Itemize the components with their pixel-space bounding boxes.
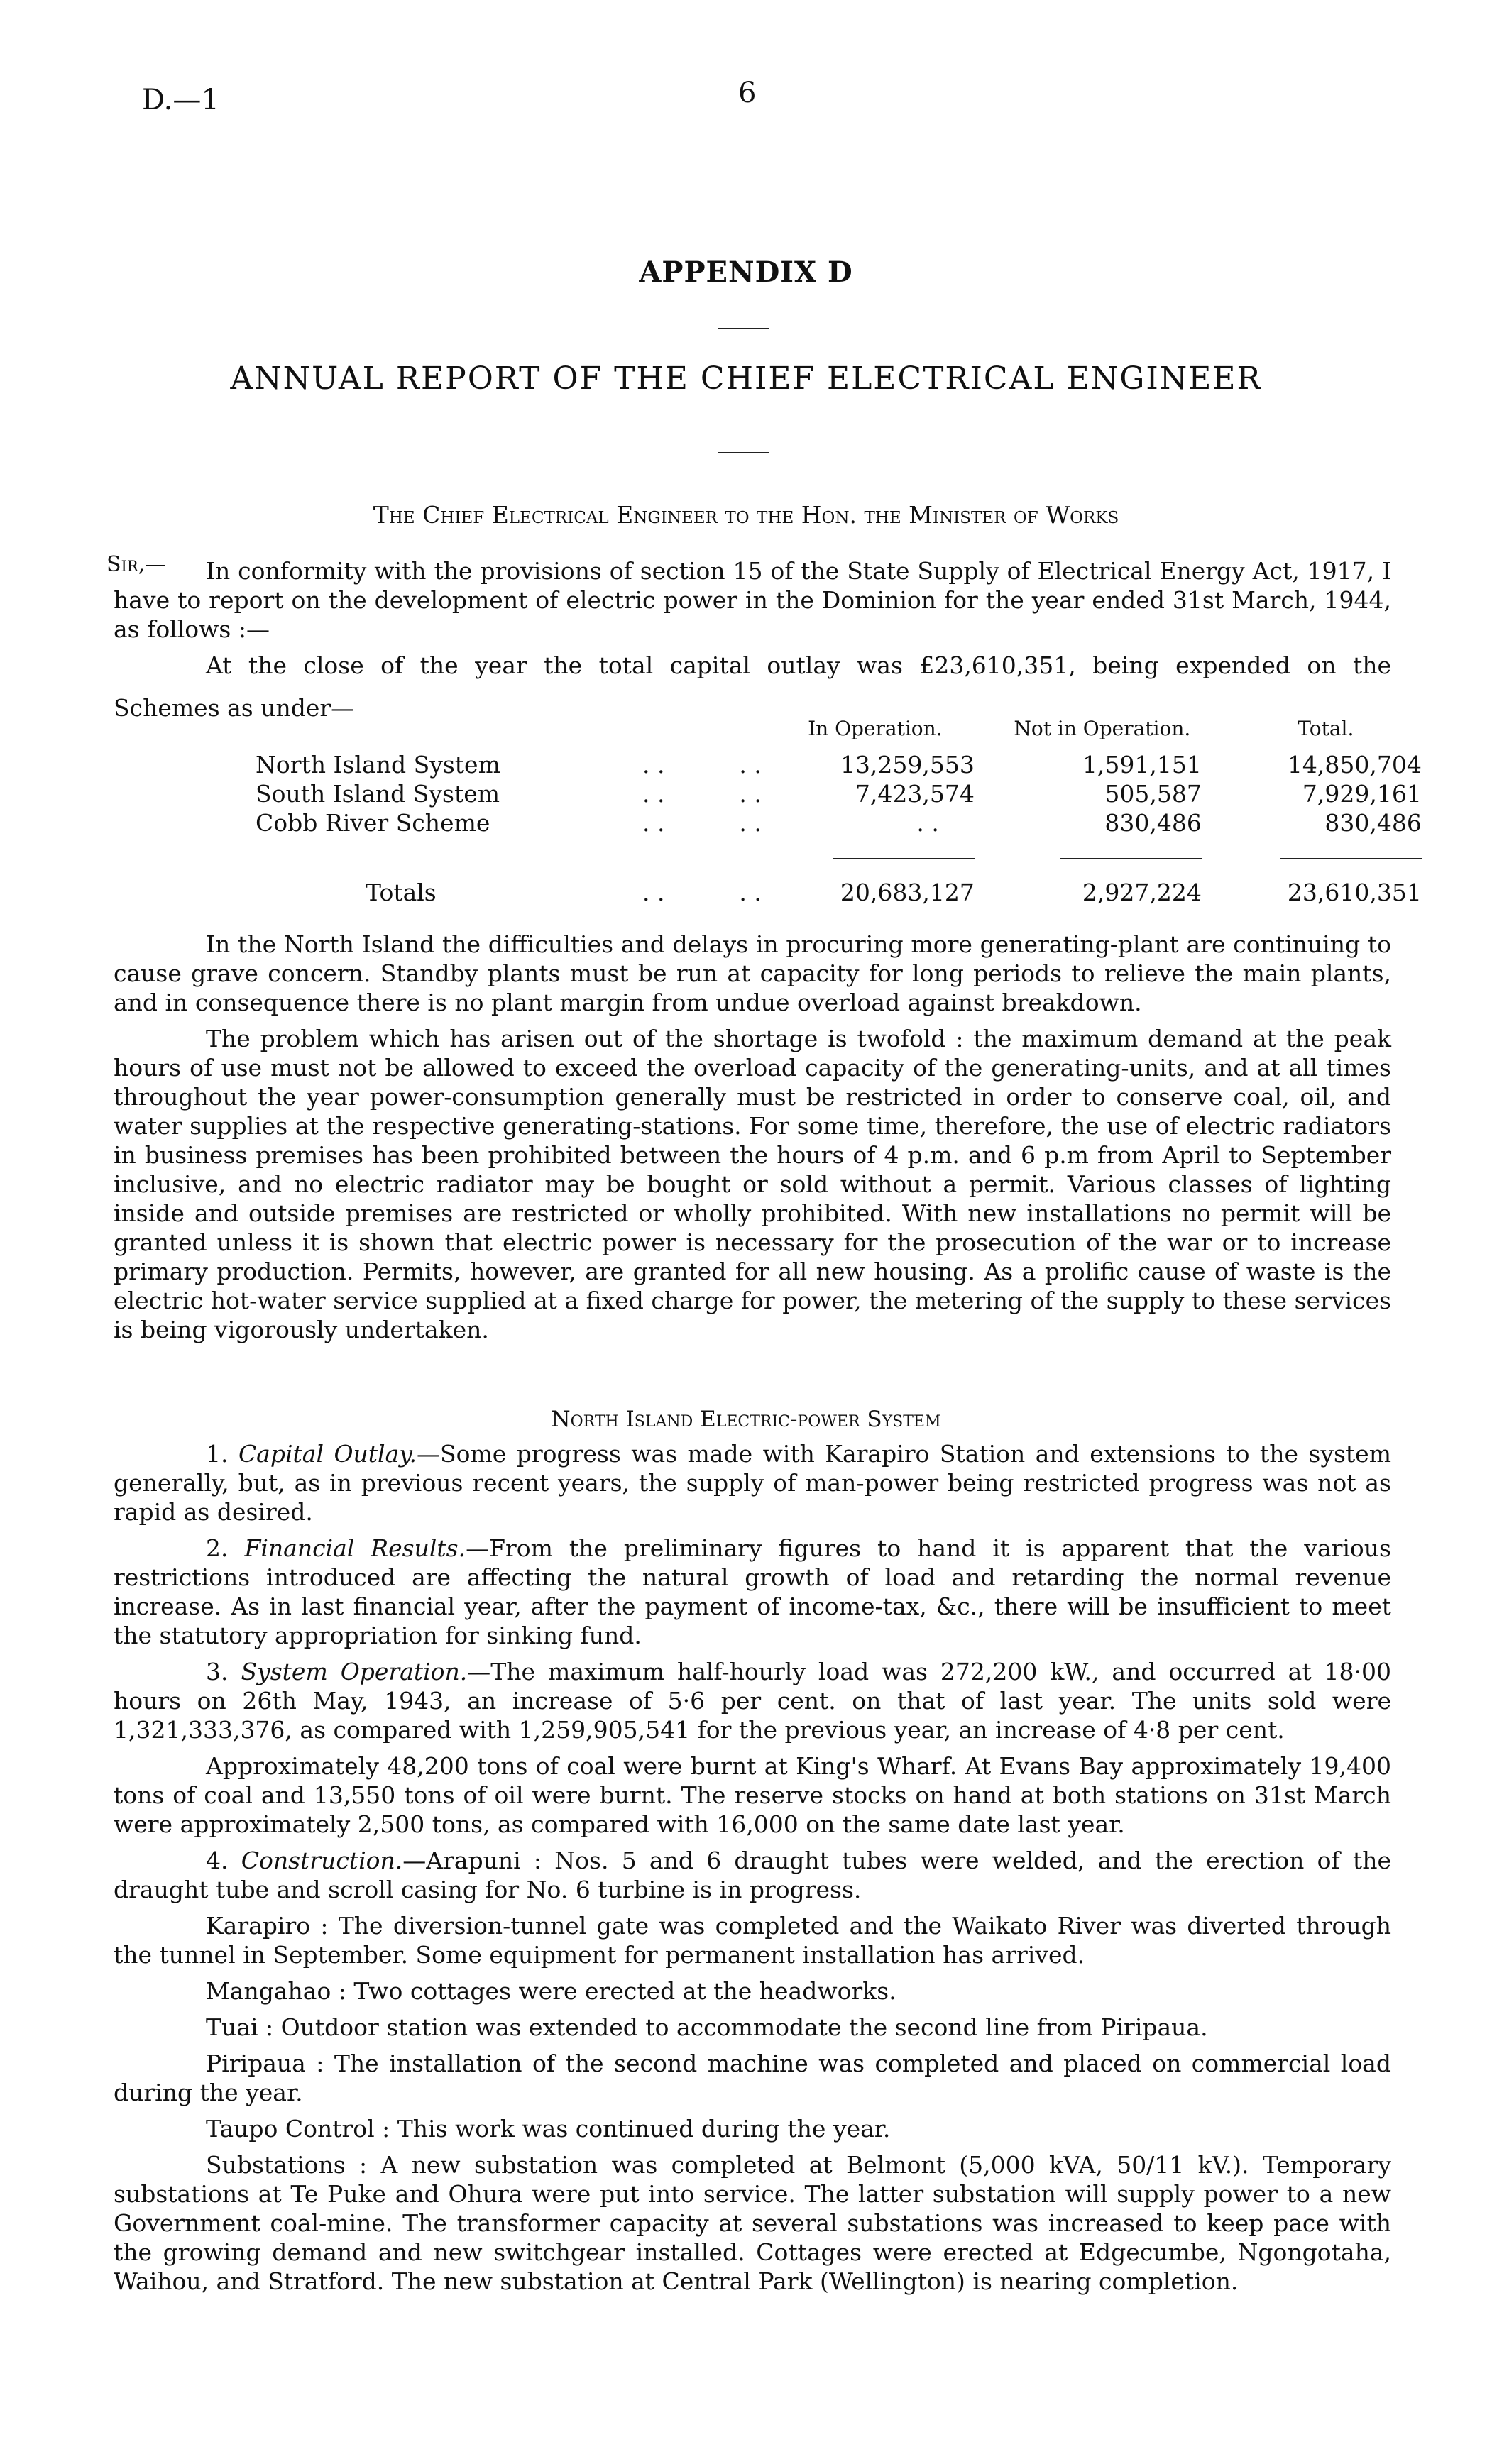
leader-dots: . . . . bbox=[642, 879, 762, 906]
leader-dots: . . . . bbox=[642, 809, 762, 837]
capital-outlay-table bbox=[256, 717, 1436, 907]
scheme-name: Cobb River Scheme bbox=[256, 809, 490, 837]
grand-total: 23,610,351 bbox=[1287, 879, 1422, 906]
salutation: Sir,— bbox=[106, 552, 167, 577]
site-name: Karapiro bbox=[206, 1912, 311, 1940]
general-remarks bbox=[114, 930, 1391, 1351]
paragraph: Approximately 48,200 tons of coal were burnt at King's Wharf. At Evans Bay approximately 19,400 tons of coal and 13,550 tons of oil were burnt. The reserve stocks on hand at both stations on 31st March were approximately 2,500 tons, as compared with 16,000 on the same date last year. bbox=[114, 1752, 1391, 1838]
table-row bbox=[256, 750, 1436, 779]
leader-dots: . . . . bbox=[642, 780, 762, 808]
table-row bbox=[256, 808, 1436, 837]
paragraph-title: System Operation. bbox=[241, 1658, 468, 1685]
site-name: Tuai bbox=[206, 2013, 258, 2041]
schemes-label: Schemes as under— bbox=[114, 694, 355, 722]
total-value: 7,929,161 bbox=[1302, 780, 1422, 808]
not-in-operation-value: 1,591,151 bbox=[1082, 751, 1202, 779]
not-in-operation-total: 2,927,224 bbox=[1082, 879, 1202, 906]
leader-dots: . . . . bbox=[642, 751, 762, 779]
construction-site-paragraph: Tuai : Outdoor station was extended to accommodate the second line from Piripaua. bbox=[206, 2013, 1208, 2041]
sum-rule bbox=[833, 858, 975, 859]
construction-site-paragraph: Taupo Control : This work was continued during the year. bbox=[206, 2115, 891, 2143]
total-value: 14,850,704 bbox=[1287, 751, 1422, 779]
report-title: ANNUAL REPORT OF THE CHIEF ELECTRICAL ENGINEER bbox=[230, 361, 1262, 397]
addressee-line: The Chief Electrical Engineer to the Hon. the Minister of Works bbox=[373, 501, 1119, 529]
outlay-paragraph: At the close of the year the total capital outlay was £23,610,351, being expended on the bbox=[206, 651, 1391, 679]
paragraph-title: Capital Outlay. bbox=[238, 1440, 417, 1468]
in-operation-value: 13,259,553 bbox=[840, 751, 975, 779]
numbered-paragraph: 2. Financial Results.—From the preliminary figures to hand it is apparent that the various restrictions introduced are affecting the natural growth of load and retarding the normal revenue increase. As in last financial year, after the payment of income-tax, &c., there will be insufficient to meet the statutory appropriation for sinking fund. bbox=[114, 1534, 1391, 1649]
intro-paragraph: In conformity with the provisions of section 15 of the State Supply of Electrical Energy Act, 1917, I have to report on the development of electric power in the Dominion for the year ended 31st March, 1944, as follows :— bbox=[114, 557, 1391, 643]
column-header: Total. bbox=[1298, 717, 1354, 740]
totals-label: Totals bbox=[366, 879, 437, 906]
construction-site-paragraph: Mangahao : Two cottages were erected at the headworks. bbox=[206, 1977, 896, 2005]
intro-section bbox=[114, 556, 1391, 687]
page-number: 6 bbox=[738, 77, 757, 109]
north-island-section bbox=[114, 1439, 1391, 2303]
site-name: Taupo Control bbox=[206, 2115, 375, 2143]
divider bbox=[718, 328, 769, 329]
divider bbox=[718, 452, 769, 453]
site-name: Substations bbox=[206, 2151, 346, 2179]
site-name: Piripaua bbox=[206, 2050, 306, 2077]
numbered-paragraph: 3. System Operation.—The maximum half-hourly load was 272,200 kW., and occurred at 18·00 hours on 26th May, 1943, an increase of 5·6 per cent. on that of last year. The units sold were 1,321,333,376, as compared with 1,259,905,541 for the previous year, an increase of 4·8 per cent. bbox=[114, 1658, 1392, 1744]
section-heading: North Island Electric-power System bbox=[551, 1407, 941, 1432]
scheme-name: South Island System bbox=[256, 780, 500, 808]
in-operation-value: . . bbox=[916, 809, 939, 837]
numbered-paragraph: 4. Construction.—Arapuni : Nos. 5 and 6 draught tubes were welded, and the erection of the draught tube and scroll casing for No. 6 turbine is in progress. bbox=[114, 1847, 1391, 1903]
appendix-heading: APPENDIX D bbox=[639, 255, 853, 289]
in-operation-value: 7,423,574 bbox=[855, 780, 975, 808]
paragraph-title: Financial Results. bbox=[244, 1534, 466, 1562]
table-header-row bbox=[256, 717, 1436, 750]
table-row bbox=[256, 779, 1436, 808]
in-operation-total: 20,683,127 bbox=[840, 879, 975, 906]
not-in-operation-value: 830,486 bbox=[1104, 809, 1202, 837]
construction-site-paragraph: Karapiro : The diversion-tunnel gate was completed and the Waikato River was diverted through the tunnel in September. Some equipment for permanent installation has arrived. bbox=[114, 1912, 1391, 1969]
document-reference: D.—1 bbox=[142, 84, 219, 116]
construction-site-paragraph: Piripaua : The installation of the second machine was completed and placed on commercial load during the year. bbox=[114, 2050, 1391, 2106]
site-name: Mangahao bbox=[206, 1977, 331, 2005]
paragraph: The problem which has arisen out of the shortage is twofold : the maximum demand at the peak hours of use must not be allowed to exceed the overload capacity of the generating-units, and at all times throughout the year power-consumption generally must be restricted in order to conserve coal, oil, and water supplies at the respective generating-stations. For some time, therefore, the use of electric radiators in business premises has been prohibited between the hours of 4 p.m. and 6 p.m from April to September inclusive, and no electric radiator may be bought or sold without a permit. Various classes of lighting inside and outside premises are restricted or wholly prohibited. With new installations no permit will be granted unless it is shown that electric power is necessary for the prosecution of the war or to increase primary production. Permits, however, are granted for all new housing. As a prolific cause of waste is the electric hot-water service supplied at a fixed charge for power, the metering of the supply to these services is being vigorously undertaken. bbox=[114, 1025, 1391, 1343]
construction-site-paragraph: Substations : A new substation was completed at Belmont (5,000 kVA, 50/11 kV.). Temporary substations at Te Puke and Ohura were put into service. The latter substation will supply power to a new Government coal-mine. The transformer capacity at several substations was increased to keep pace with the growing demand and new switchgear installed. Cottages were erected at Edgecumbe, Ngongotaha, Waihou, and Stratford. The new substation at Central Park (Wellington) is nearing completion. bbox=[114, 2151, 1391, 2295]
sum-rule bbox=[1280, 858, 1422, 859]
scheme-name: North Island System bbox=[256, 751, 500, 779]
paragraph: In the North Island the difficulties and delays in procuring more generating-plant are continuing to cause grave concern. Standby plants must be run at capacity for long periods to relieve the main plants, and in consequence there is no plant margin from undue overload against breakdown. bbox=[114, 930, 1391, 1016]
paragraph-title: Construction. bbox=[241, 1847, 403, 1874]
total-value: 830,486 bbox=[1324, 809, 1422, 837]
numbered-paragraph: 1. Capital Outlay.—Some progress was made with Karapiro Station and extensions to the system generally, but, as in previous recent years, the supply of man-power being restricted progress was not as rapid as desired. bbox=[114, 1440, 1391, 1526]
column-header: In Operation. bbox=[808, 717, 943, 740]
sum-rule-row bbox=[256, 837, 1436, 865]
not-in-operation-value: 505,587 bbox=[1104, 780, 1202, 808]
sum-rule bbox=[1060, 858, 1202, 859]
column-header: Not in Operation. bbox=[1014, 717, 1191, 740]
totals-row bbox=[256, 865, 1436, 907]
